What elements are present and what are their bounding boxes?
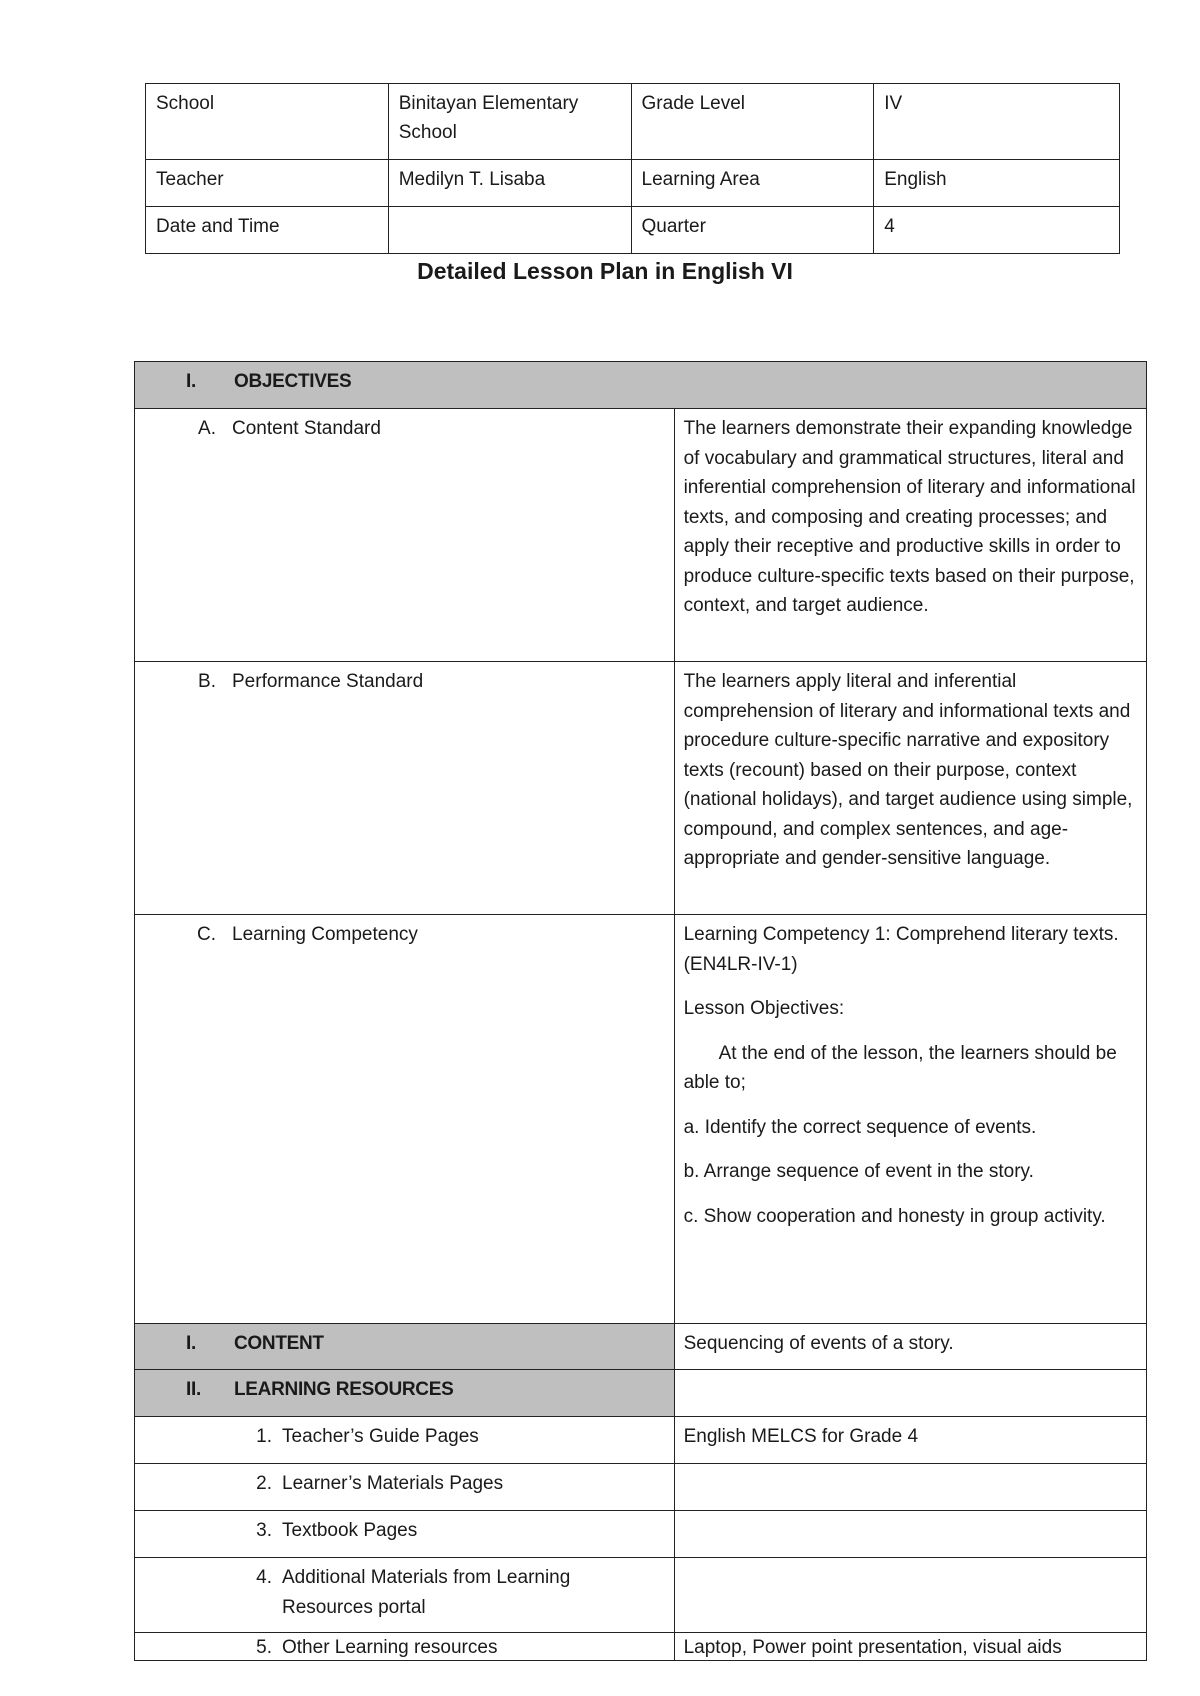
learning-competency-label: Learning Competency [232,924,418,945]
objective-item: c. Show cooperation and honesty in group activity. [683,1205,1106,1227]
resource-number: 5. [256,1637,272,1658]
resource-label: Other Learning resources [282,1637,498,1658]
resource-row [135,1511,1147,1558]
resource-value: Laptop, Power point presentation, visual aids [674,1633,1146,1661]
performance-standard-letter: B. [198,671,216,692]
resource-value [674,1558,1146,1633]
learning-resources-value [674,1370,1146,1417]
date-time-value [388,207,631,254]
resource-label: Learner’s Materials Pages [282,1473,504,1494]
content-row [135,1324,1147,1370]
teacher-value: Medilyn T. Lisaba [388,160,631,207]
resource-row [135,1417,1147,1464]
content-standard-letter: A. [198,418,216,439]
resource-label: Teacher’s Guide Pages [282,1426,479,1447]
resource-label: Additional Materials from Learning Resources portal [282,1567,571,1618]
objectives-heading [135,362,1147,409]
lesson-objectives-label: Lesson Objectives: [683,998,845,1019]
resource-number: 2. [256,1473,272,1494]
learning-competency-row [135,915,1147,1324]
learning-resources-row [135,1370,1147,1417]
learning-competency-cell [674,915,1146,1324]
resource-value: English MELCS for Grade 4 [674,1417,1146,1464]
objectives-title: OBJECTIVES [234,371,352,392]
objective-item: b. Arrange sequence of event in the story. [683,1161,1034,1182]
performance-standard-label: Performance Standard [232,671,424,692]
resource-row [135,1464,1147,1511]
quarter-label: Quarter [631,207,874,254]
page-title: Detailed Lesson Plan in English VI [417,258,793,284]
learning-resources-numeral: II. [186,1379,201,1400]
content-standard-row [135,409,1147,662]
learning-area-label: Learning Area [631,160,874,207]
learning-competency-letter: C. [197,924,216,945]
resource-number: 3. [256,1520,272,1541]
resource-row [135,1633,1147,1661]
grade-level-label: Grade Level [631,84,874,160]
resource-value [674,1464,1146,1511]
content-standard-label: Content Standard [232,418,381,439]
objectives-numeral: I. [186,371,196,392]
resource-number: 1. [256,1426,272,1447]
objective-item: a. Identify the correct sequence of events. [683,1116,1037,1138]
content-standard-text: The learners demonstrate their expanding knowledge of vocabulary and grammatical structures, literal and inferential comprehension of literary and informational texts, and composing and creating processes; and apply their receptive and productive skills in order to produce culture-specific texts based on their purpose, context, and target audience. [674,409,1146,662]
learning-resources-heading: LEARNING RESOURCES [234,1379,454,1400]
date-time-label: Date and Time [146,207,389,254]
performance-standard-row [135,662,1147,915]
lesson-plan-table [134,361,1147,1661]
resource-number: 4. [256,1567,272,1588]
performance-standard-text: The learners apply literal and inferential comprehension of literary and informational texts and procedure culture-specific narrative and expository texts (recount) based on their purpose, context (national holidays), and target audience using simple, compound, and complex sentences, and age-appropriate and gender-sensitive language. [674,662,1146,915]
header-info-table [145,83,1120,254]
content-heading: CONTENT [234,1333,324,1354]
resource-label: Textbook Pages [282,1520,418,1541]
content-value: Sequencing of events of a story. [674,1324,1146,1370]
lesson-objectives-intro: At the end of the lesson, the learners should be able to; [683,1042,1117,1093]
competency-text: Learning Competency 1: Comprehend literary texts. (EN4LR-IV-1) [683,924,1119,975]
content-numeral: I. [186,1333,196,1354]
quarter-value: 4 [874,207,1120,254]
objectives-section-row [135,362,1147,409]
learning-area-value: English [874,160,1120,207]
resource-value [674,1511,1146,1558]
school-label: School [146,84,389,160]
teacher-label: Teacher [146,160,389,207]
resource-row [135,1558,1147,1633]
school-value: Binitayan Elementary School [388,84,631,160]
grade-level-value: IV [874,84,1120,160]
